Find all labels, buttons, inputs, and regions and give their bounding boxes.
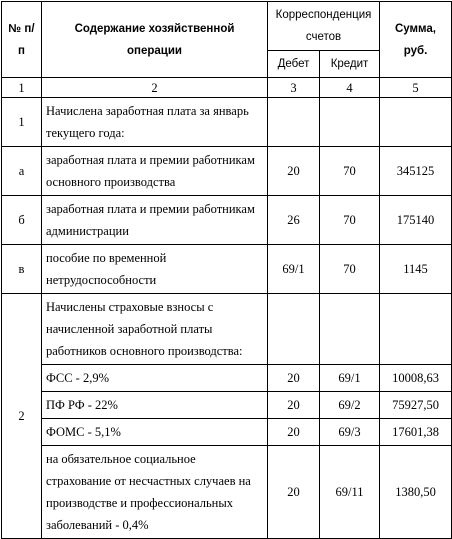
row-description: ПФ РФ - 22% (42, 392, 268, 419)
col-number-5: 5 (380, 78, 452, 98)
empty-cell (320, 98, 380, 147)
row-sum: 75927,50 (380, 392, 452, 419)
section2-title: Начислены страховые взносы с начисленной заработной платы работников основного производства: (42, 294, 268, 365)
section2-title-row (2, 294, 452, 365)
row-letter: а (2, 147, 42, 196)
header-row (2, 2, 452, 51)
table-row (2, 446, 452, 539)
empty-cell (320, 294, 380, 365)
header-debit: Дебет (268, 51, 320, 78)
header-correspondence: Корреспонденция счетов (268, 2, 380, 51)
row-sum: 1380,50 (380, 446, 452, 539)
empty-cell (380, 98, 452, 147)
row-sum: 345125 (380, 147, 452, 196)
row-letter: в (2, 245, 42, 294)
row-debit: 20 (268, 147, 320, 196)
row-debit: 20 (268, 419, 320, 446)
table-row (2, 147, 452, 196)
row-debit: 20 (268, 392, 320, 419)
row-credit: 69/11 (320, 446, 380, 539)
row-credit: 69/1 (320, 365, 380, 392)
empty-cell (380, 294, 452, 365)
row-sum: 17601,38 (380, 419, 452, 446)
row-description: ФОМС - 5,1% (42, 419, 268, 446)
row-description: пособие по временной нетрудоспособности (42, 245, 268, 294)
row-description: заработная плата и премии работникам администрации (42, 196, 268, 245)
row-description: на обязательное социальное страхование от несчастных случаев на производстве и профессиональных заболеваний - 0,4% (42, 446, 268, 539)
table-row (2, 392, 452, 419)
row-debit: 20 (268, 365, 320, 392)
header-sum: Сумма, руб. (380, 2, 452, 78)
col-number-2: 2 (42, 78, 268, 98)
row-debit: 20 (268, 446, 320, 539)
section2-num: 2 (2, 294, 42, 539)
row-credit: 69/3 (320, 419, 380, 446)
row-credit: 69/2 (320, 392, 380, 419)
row-description: заработная плата и премии работникам основного производства (42, 147, 268, 196)
header-credit: Кредит (320, 51, 380, 78)
table-row (2, 365, 452, 392)
accounting-entries-table (1, 1, 452, 539)
row-description: ФСС - 2,9% (42, 365, 268, 392)
section1-num: 1 (2, 98, 42, 147)
table-row (2, 196, 452, 245)
col-number-1: 1 (2, 78, 42, 98)
table-row (2, 419, 452, 446)
empty-cell (268, 294, 320, 365)
col-number-3: 3 (268, 78, 320, 98)
section1-title: Начислена заработная плата за январь текущего года: (42, 98, 268, 147)
row-debit: 69/1 (268, 245, 320, 294)
col-number-4: 4 (320, 78, 380, 98)
table-row (2, 245, 452, 294)
column-number-row (2, 78, 452, 98)
empty-cell (268, 98, 320, 147)
row-sum: 10008,63 (380, 365, 452, 392)
row-sum: 175140 (380, 196, 452, 245)
row-debit: 26 (268, 196, 320, 245)
row-credit: 70 (320, 196, 380, 245)
row-credit: 70 (320, 147, 380, 196)
section1-title-row (2, 98, 452, 147)
row-sum: 1145 (380, 245, 452, 294)
row-letter: б (2, 196, 42, 245)
row-credit: 70 (320, 245, 380, 294)
header-num: № п/п (2, 2, 42, 78)
header-content: Содержание хозяйственной операции (42, 2, 268, 78)
